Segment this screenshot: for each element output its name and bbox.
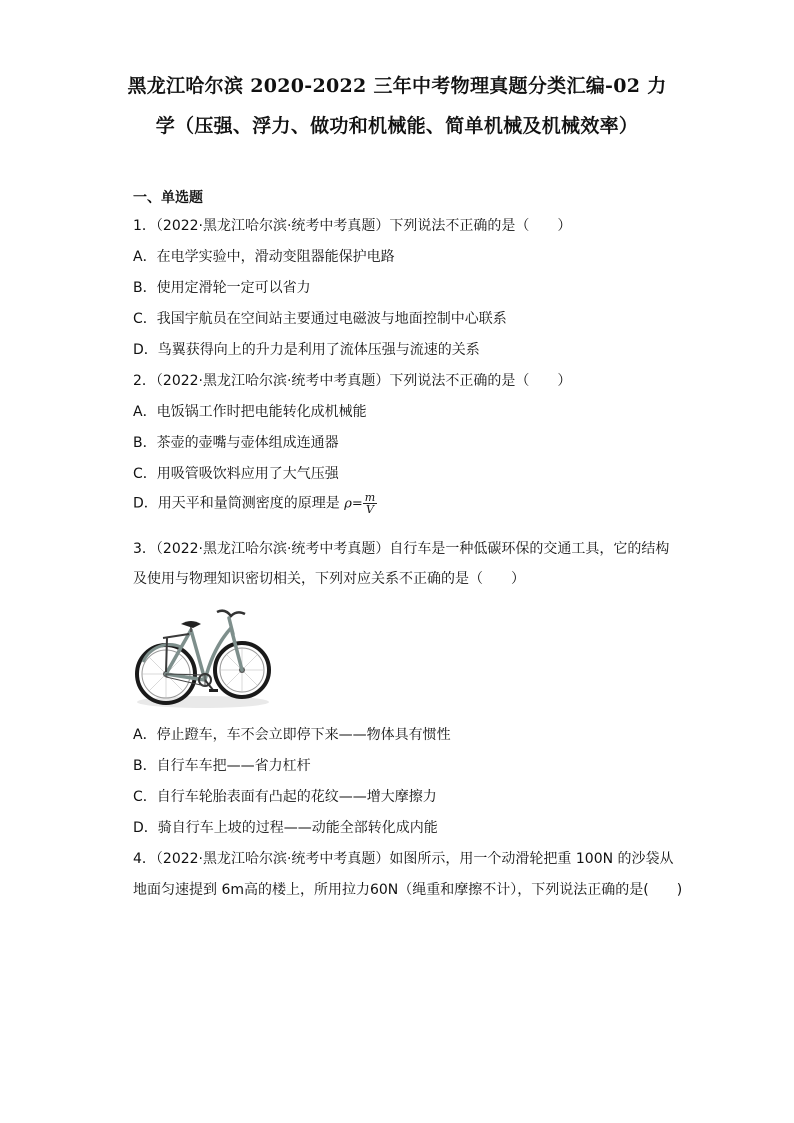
q4-stem-line-2: 地面匀速提到 6m高的楼上，所用拉力60N（绳重和摩擦不计），下列说法正确的是( ) <box>133 882 683 898</box>
document-title <box>100 66 694 146</box>
q1-option-a: A．在电学实验中，滑动变阻器能保护电路 <box>133 249 395 265</box>
q3-option-a: A．停止蹬车，车不会立即停下来——物体具有惯性 <box>133 727 451 743</box>
bicycle-image <box>133 598 271 710</box>
density-formula-lhs: ρ= <box>344 496 363 512</box>
q3-option-d: D．骑自行车上坡的过程——动能全部转化成内能 <box>133 820 438 836</box>
handlebar <box>217 611 245 616</box>
q2-stem: 2．（2022·黑龙江哈尔滨·统考中考真题）下列说法不正确的是（ ） <box>133 373 572 389</box>
q1-stem: 1．（2022·黑龙江哈尔滨·统考中考真题）下列说法不正确的是（ ） <box>133 218 572 234</box>
density-formula-fraction <box>363 492 377 515</box>
q1-option-b: B．使用定滑轮一定可以省力 <box>133 280 311 296</box>
title-line-2: 学（压强、浮力、做功和机械能、简单机械及机械效率） <box>155 115 639 137</box>
q1-option-c: C．我国宇航员在空间站主要通过电磁波与地面控制中心联系 <box>133 311 507 327</box>
q3-option-c: C．自行车轮胎表面有凸起的花纹——增大摩擦力 <box>133 789 437 805</box>
q3-option-b: B．自行车车把——省力杠杆 <box>133 758 311 774</box>
formula-denominator: V <box>366 503 374 516</box>
q2-option-a: A．电饭锅工作时把电能转化成机械能 <box>133 404 367 420</box>
q2-option-b: B．茶壶的壶嘴与壶体组成连通器 <box>133 435 339 451</box>
q2-option-d <box>133 492 377 515</box>
q2-option-c: C．用吸管吸饮料应用了大气压强 <box>133 466 339 482</box>
section-heading: 一、单选题 <box>133 190 203 206</box>
q1-option-d: D．鸟翼获得向上的升力是利用了流体压强与流速的关系 <box>133 342 480 358</box>
saddle <box>181 621 201 628</box>
pedal <box>209 689 218 692</box>
q4-stem-line-1: 4．（2022·黑龙江哈尔滨·统考中考真题）如图所示，用一个动滑轮把重 100N 的沙袋从 <box>133 851 674 867</box>
title-line-1: 黑龙江哈尔滨 2020-2022 三年中考物理真题分类汇编-02 力 <box>127 75 667 97</box>
q2-option-d-text: D．用天平和量筒测密度的原理是 <box>133 495 345 512</box>
formula-numerator: m <box>364 491 376 504</box>
q3-stem-line-2: 及使用与物理知识密切相关，下列对应关系不正确的是（ ） <box>133 571 525 587</box>
q3-stem-line-1: 3．（2022·黑龙江哈尔滨·统考中考真题）自行车是一种低碳环保的交通工具，它的结构 <box>133 541 670 557</box>
